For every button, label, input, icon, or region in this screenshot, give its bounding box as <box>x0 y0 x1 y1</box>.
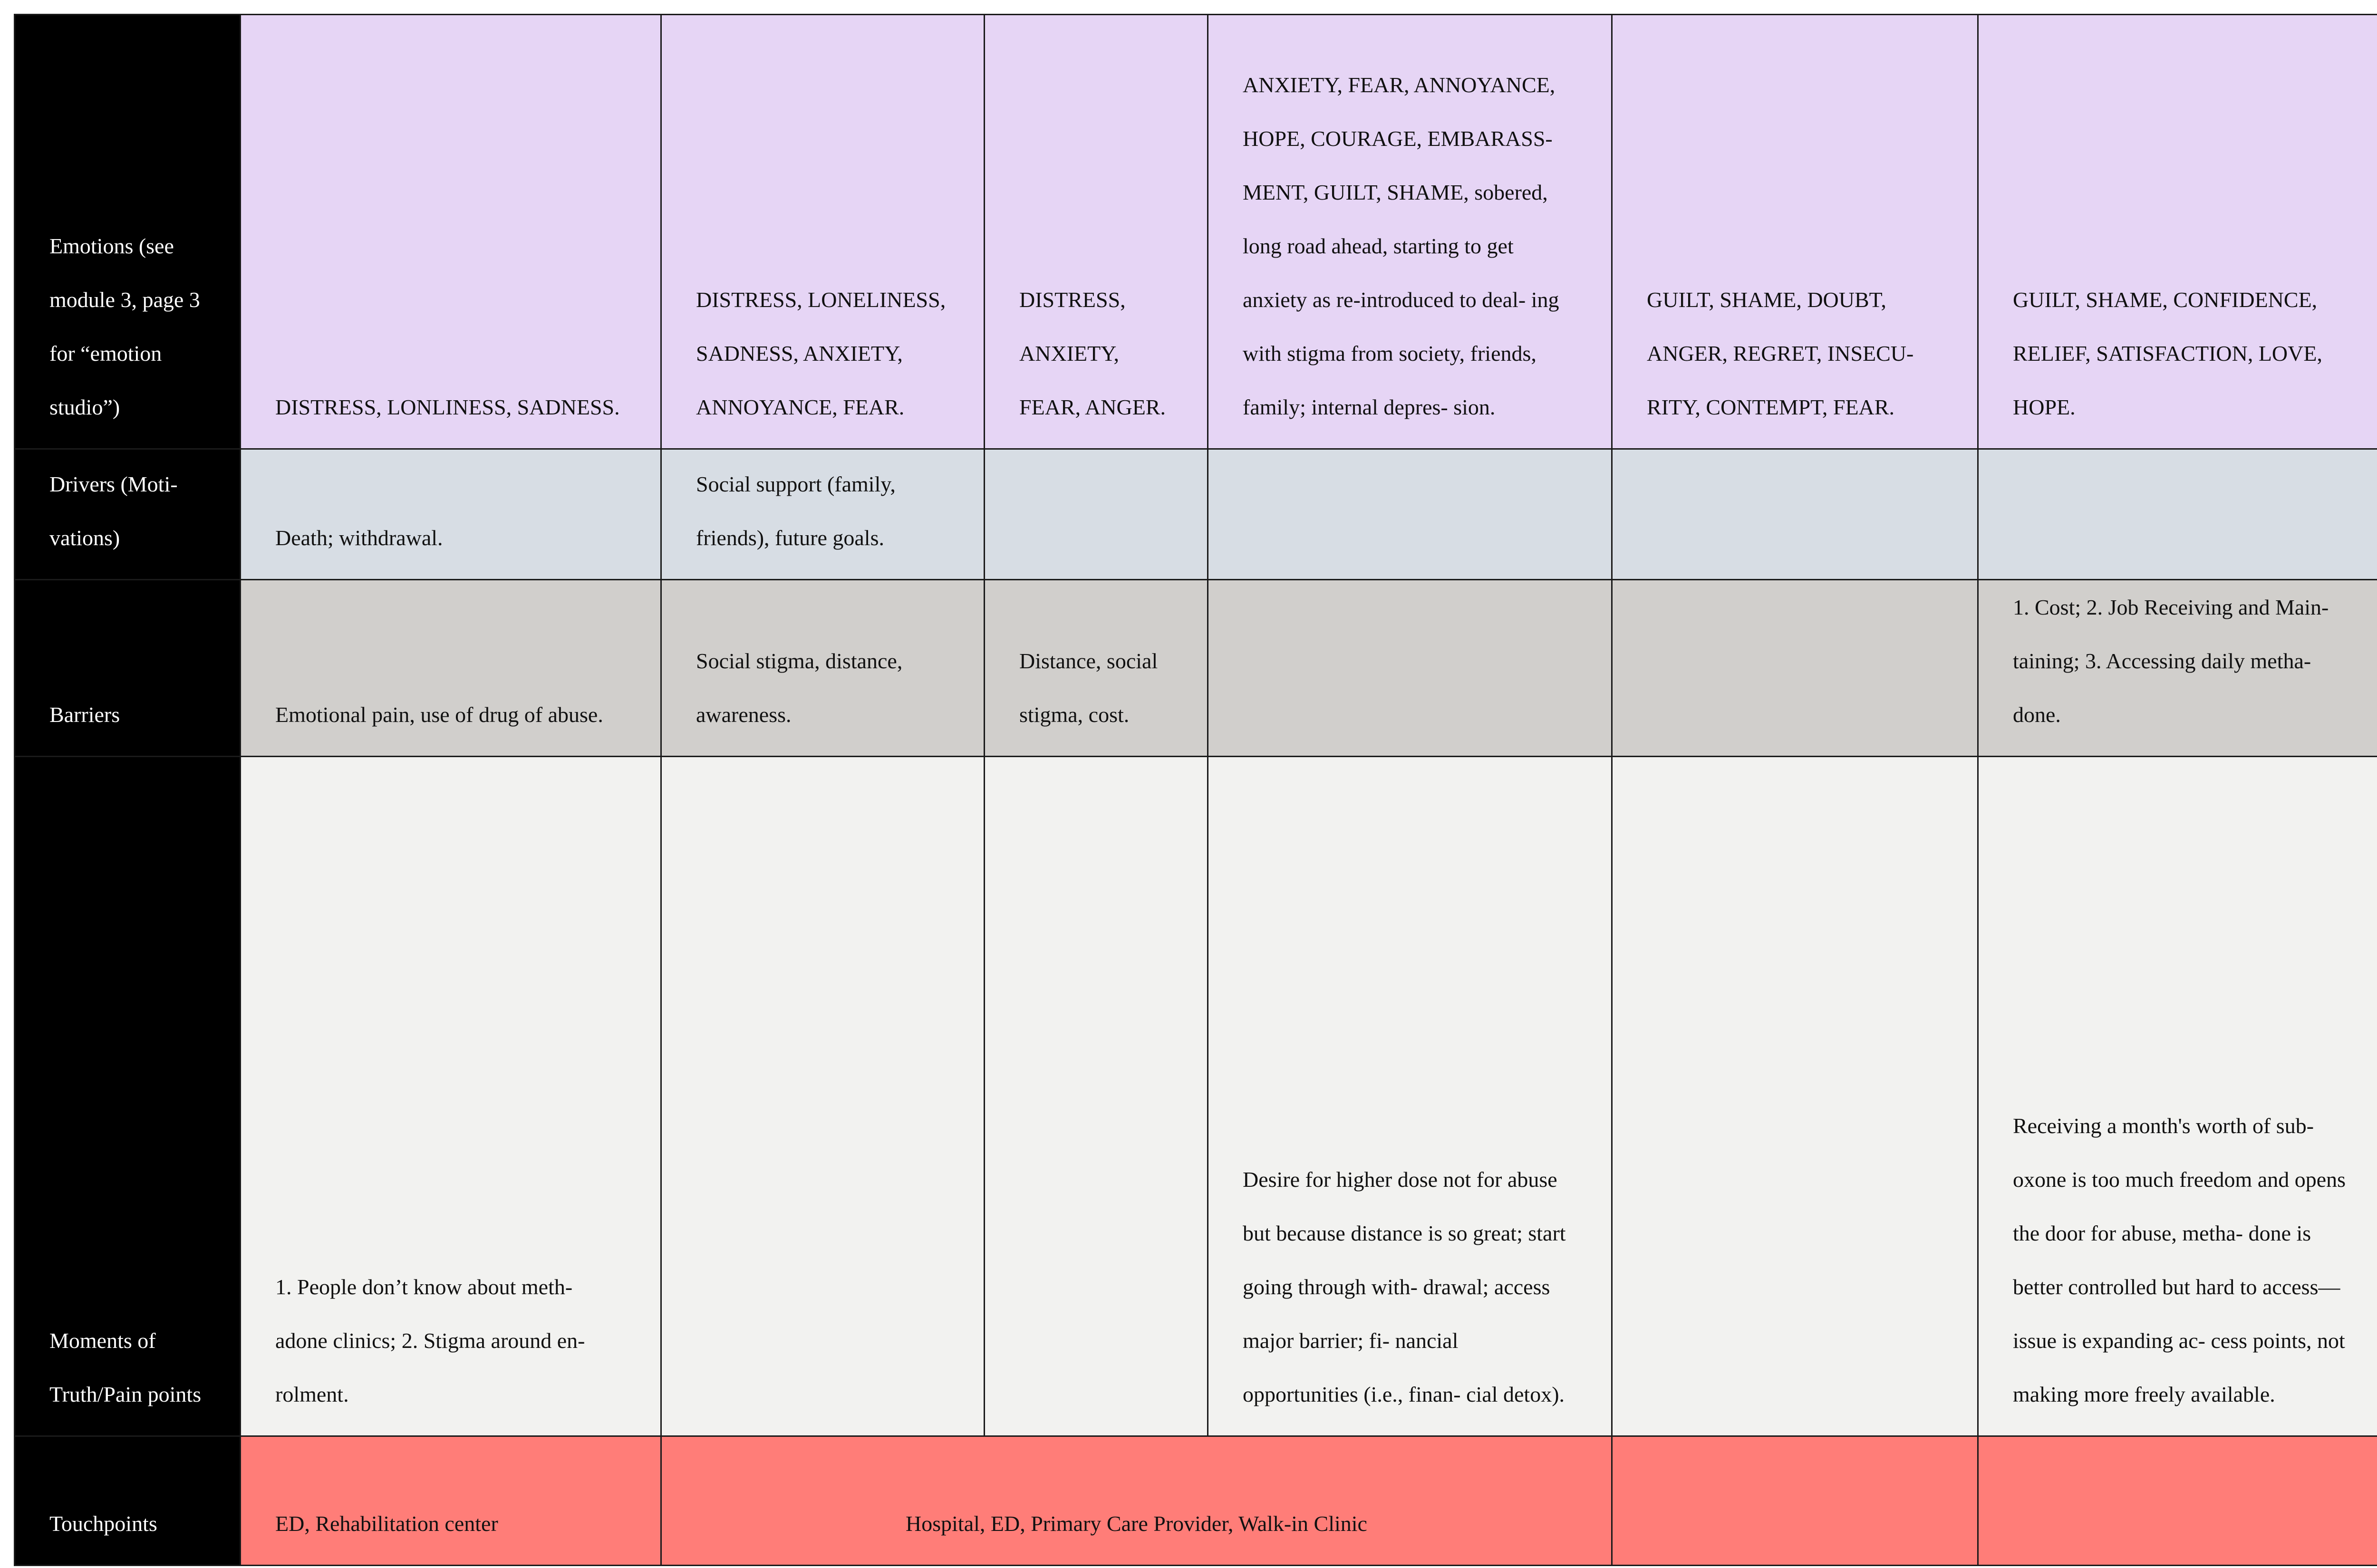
emotions-row-header: Emotions (see module 3, page 3 for “emotion studio”) <box>15 15 241 449</box>
drivers-cell-2: Social support (family, friends), future goals. <box>661 449 985 580</box>
emotions-row <box>15 15 2377 449</box>
drivers-row <box>15 449 2377 580</box>
moments-cell-5 <box>1612 757 1978 1436</box>
drivers-cell-1: Death; withdrawal. <box>241 449 661 580</box>
drivers-cell-5 <box>1612 449 1978 580</box>
moments-row <box>15 757 2377 1436</box>
barriers-row-header: Barriers <box>15 580 241 757</box>
moments-cell-3 <box>985 757 1208 1436</box>
emotions-cell-3: DISTRESS, ANXIETY, FEAR, ANGER. <box>985 15 1208 449</box>
journey-map-table <box>14 14 2377 1566</box>
drivers-row-header: Drivers (Moti- vations) <box>15 449 241 580</box>
moments-cell-4: Desire for higher dose not for abuse but because distance is so great; start going through with- drawal; access major barrier; fi- nancial opportunities (i.e., finan- cial detox). <box>1208 757 1612 1436</box>
drivers-cell-3 <box>985 449 1208 580</box>
touchpoints-row-header: Touchpoints <box>15 1436 241 1566</box>
barriers-cell-6: 1. Cost; 2. Job Receiving and Main- taining; 3. Accessing daily metha- done. <box>1978 580 2377 757</box>
moments-row-header: Moments of Truth/Pain points <box>15 757 241 1436</box>
emotions-cell-2: DISTRESS, LONELINESS, SADNESS, ANXIETY, ANNOYANCE, FEAR. <box>661 15 985 449</box>
touchpoints-row <box>15 1436 2377 1566</box>
emotions-cell-5: GUILT, SHAME, DOUBT, ANGER, REGRET, INSECU- RITY, CONTEMPT, FEAR. <box>1612 15 1978 449</box>
touchpoints-cell-4 <box>1978 1436 2377 1566</box>
touchpoints-cell-3 <box>1612 1436 1978 1566</box>
barriers-cell-3: Distance, social stigma, cost. <box>985 580 1208 757</box>
barriers-cell-5 <box>1612 580 1978 757</box>
barriers-cell-1: Emotional pain, use of drug of abuse. <box>241 580 661 757</box>
touchpoints-cell-2: Hospital, ED, Primary Care Provider, Walk-in Clinic <box>661 1436 1612 1566</box>
barriers-cell-4 <box>1208 580 1612 757</box>
moments-cell-2 <box>661 757 985 1436</box>
drivers-cell-6 <box>1978 449 2377 580</box>
moments-cell-6: Receiving a month's worth of sub- oxone is too much freedom and opens the door for abuse, metha- done is better controlled but hard to access—issue is expanding ac- cess points, not making more freely available. <box>1978 757 2377 1436</box>
emotions-cell-6: GUILT, SHAME, CONFIDENCE, RELIEF, SATISFACTION, LOVE, HOPE. <box>1978 15 2377 449</box>
moments-cell-1: 1. People don’t know about meth- adone clinics; 2. Stigma around en- rolment. <box>241 757 661 1436</box>
touchpoints-cell-1: ED, Rehabilitation center <box>241 1436 661 1566</box>
barriers-cell-2: Social stigma, distance, awareness. <box>661 580 985 757</box>
drivers-cell-4 <box>1208 449 1612 580</box>
emotions-cell-4: ANXIETY, FEAR, ANNOYANCE, HOPE, COURAGE, EMBARASS- MENT, GUILT, SHAME, sobered, long road ahead, starting to get anxiety as re-introduced to deal- ing with stigma from society, friends, family; internal depres- sion. <box>1208 15 1612 449</box>
emotions-cell-1: DISTRESS, LONLINESS, SADNESS. <box>241 15 661 449</box>
barriers-row <box>15 580 2377 757</box>
